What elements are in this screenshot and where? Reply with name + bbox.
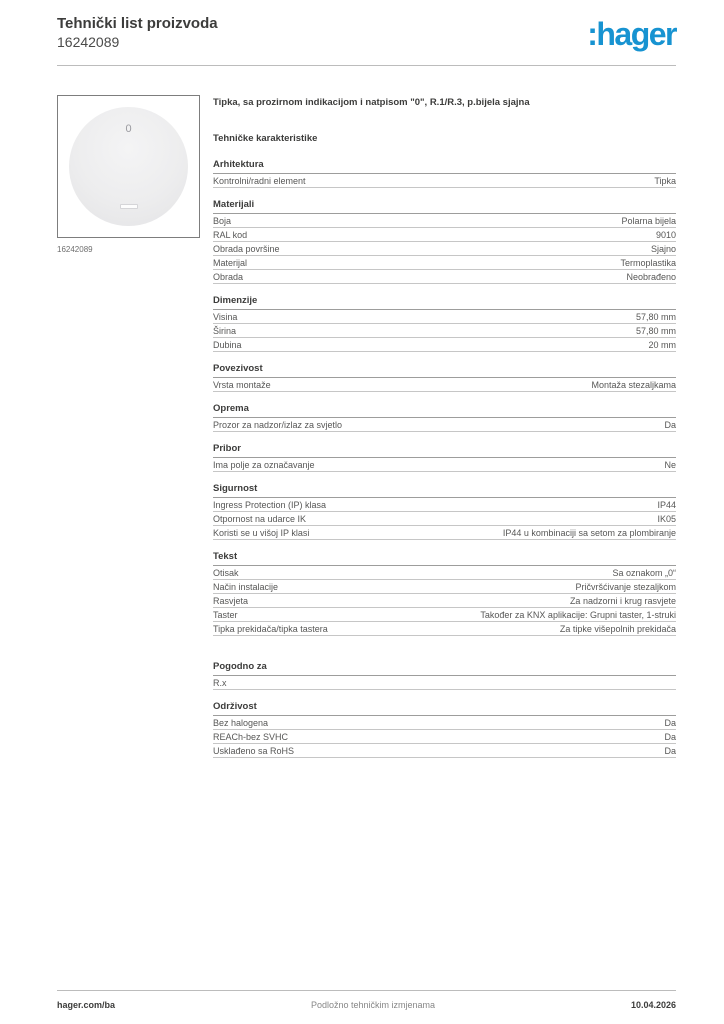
product-image-caption: 16242089	[57, 245, 93, 254]
spec-label: Taster	[213, 610, 238, 620]
spec-label: Tipka prekidača/tipka tastera	[213, 624, 328, 634]
spec-value: Termoplastika	[620, 258, 676, 268]
spec-section-povezivost	[213, 363, 676, 392]
spec-section-sigurnost	[213, 483, 676, 540]
spec-row	[213, 716, 676, 730]
spec-value: Sjajno	[650, 244, 676, 254]
product-title: Tipka, sa prozirnom indikacijom i natpisom "0", R.1/R.3, p.bijela sjajna	[213, 97, 530, 108]
spec-value: Sa oznakom „0“	[612, 568, 676, 578]
spec-row	[213, 676, 676, 690]
spec-label: Kontrolni/radni element	[213, 176, 306, 186]
spec-row	[213, 256, 676, 270]
footer-disclaimer: Podložno tehničkim izmjenama	[310, 1000, 436, 1010]
spec-value: Da	[664, 420, 676, 430]
spec-section-pribor	[213, 443, 676, 472]
spec-row	[213, 566, 676, 580]
spec-label: Otisak	[213, 568, 239, 578]
spec-row	[213, 228, 676, 242]
section-title: Povezivost	[213, 363, 676, 378]
section-title: Dimenzije	[213, 295, 676, 310]
spec-value: Polarna bijela	[621, 216, 676, 226]
spec-section-odrzivost	[213, 701, 676, 758]
spec-label: Otpornost na udarce IK	[213, 514, 307, 524]
product-number: 16242089	[57, 33, 120, 50]
spec-sections	[213, 159, 676, 758]
section-title: Sigurnost	[213, 483, 676, 498]
spec-value: Da	[664, 732, 676, 742]
spec-label: R.x	[213, 678, 227, 688]
footer-website: hager.com/ba	[57, 1000, 116, 1010]
product-image-column	[57, 95, 200, 769]
spec-row	[213, 310, 676, 324]
spec-value: 57,80 mm	[635, 326, 676, 336]
spec-label: Ima polje za označavanje	[213, 460, 315, 470]
section-title: Tekst	[213, 551, 676, 566]
spec-section-tekst	[213, 551, 676, 636]
spec-label: RAL kod	[213, 230, 248, 240]
spec-value: Tipka	[654, 176, 676, 186]
spec-section-dimenzije	[213, 295, 676, 352]
spec-row	[213, 270, 676, 284]
header-title-block	[57, 15, 218, 51]
button-rocker-shape	[69, 107, 188, 226]
spec-label: Širina	[213, 326, 237, 336]
spec-row	[213, 580, 676, 594]
page-footer	[57, 990, 676, 1010]
spec-value: Neobrađeno	[626, 272, 676, 282]
spec-label: Obrada površine	[213, 244, 280, 254]
characteristics-heading: Tehničke karakteristike	[213, 133, 318, 144]
spec-row	[213, 242, 676, 256]
spec-value: IK05	[657, 514, 676, 524]
spec-value: Za tipke višepolnih prekidača	[559, 624, 676, 634]
spec-label: REACh-bez SVHC	[213, 732, 289, 742]
spec-section-arhitektura	[213, 159, 676, 188]
spec-row	[213, 458, 676, 472]
spec-label: Ingress Protection (IP) klasa	[213, 500, 327, 510]
spec-value: IP44 u kombinaciji sa setom za plombiranje	[502, 528, 676, 538]
footer-date: 10.04.2026	[630, 1000, 676, 1010]
spec-row	[213, 498, 676, 512]
spec-label: Bez halogena	[213, 718, 269, 728]
product-image	[57, 95, 200, 238]
spec-label: Vrsta montaže	[213, 380, 271, 390]
spec-value: 20 mm	[648, 340, 676, 350]
spec-row	[213, 622, 676, 636]
spec-row	[213, 608, 676, 622]
spec-row	[213, 418, 676, 432]
spec-row	[213, 744, 676, 758]
section-title: Pribor	[213, 443, 676, 458]
spec-row	[213, 512, 676, 526]
spec-value: Da	[664, 718, 676, 728]
spec-label: Koristi se u višoj IP klasi	[213, 528, 310, 538]
spec-label: Usklađeno sa RoHS	[213, 746, 295, 756]
document-title: Tehnički list proizvoda	[57, 15, 218, 32]
spec-row	[213, 338, 676, 352]
spec-row	[213, 174, 676, 188]
spec-value: Ne	[664, 460, 676, 470]
hager-logo: :hager	[587, 16, 676, 52]
spec-row	[213, 378, 676, 392]
spec-section-oprema	[213, 403, 676, 432]
section-title: Arhitektura	[213, 159, 676, 174]
section-title: Pogodno za	[213, 661, 676, 676]
spec-value: IP44	[657, 500, 676, 510]
spec-value: Montaža stezaljkama	[591, 380, 676, 390]
page-header	[57, 15, 676, 66]
spec-value: Za nadzorni i krug rasvjete	[569, 596, 676, 606]
spec-value: 9010	[655, 230, 676, 240]
spec-label: Materijal	[213, 258, 248, 268]
section-title: Materijali	[213, 199, 676, 214]
content-column	[213, 95, 676, 769]
spec-label: Boja	[213, 216, 232, 226]
spec-label: Obrada	[213, 272, 244, 282]
spec-row	[213, 526, 676, 540]
spec-value: Također za KNX aplikacije: Grupni taster, 1-struki	[480, 610, 676, 620]
spec-label: Dubina	[213, 340, 242, 350]
section-title: Oprema	[213, 403, 676, 418]
main-area	[57, 95, 676, 769]
spec-label: Visina	[213, 312, 238, 322]
spec-value: Pričvršćivanje stezaljkom	[575, 582, 676, 592]
spec-row	[213, 730, 676, 744]
spec-section-materijali	[213, 199, 676, 284]
spec-label: Prozor za nadzor/izlaz za svjetlo	[213, 420, 343, 430]
spec-section-pogodno-za	[213, 661, 676, 690]
indicator-window-shape	[120, 204, 138, 209]
spec-label: Način instalacije	[213, 582, 279, 592]
spec-row	[213, 594, 676, 608]
spec-value: 57,80 mm	[635, 312, 676, 322]
spec-label: Rasvjeta	[213, 596, 249, 606]
spec-row	[213, 214, 676, 228]
zero-marking-label: 0	[125, 123, 132, 135]
section-title: Održivost	[213, 701, 676, 716]
spec-value: Da	[664, 746, 676, 756]
spec-row	[213, 324, 676, 338]
